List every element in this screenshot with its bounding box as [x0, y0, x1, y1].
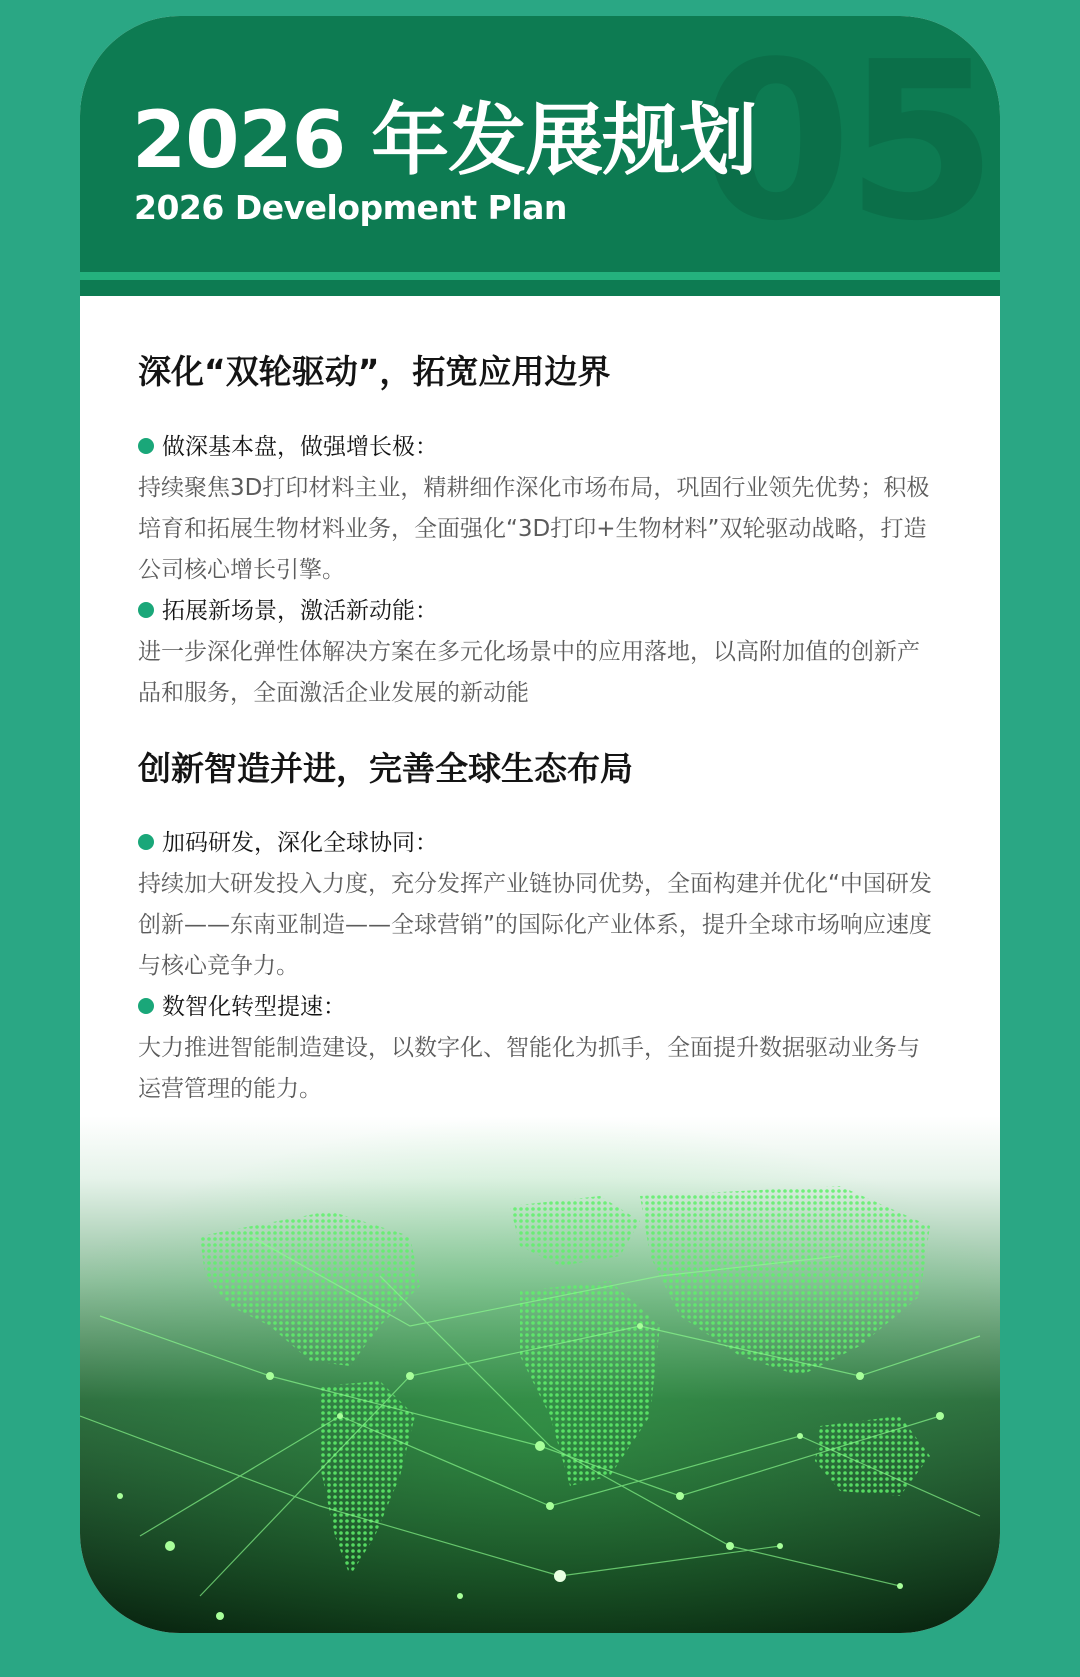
- world-map-icon: [80, 1116, 1000, 1633]
- item-heading: [138, 432, 438, 462]
- world-map-network-image: [80, 1116, 1000, 1633]
- paragraph-line: 进一步深化弹性体解决方案在多元化场景中的应用落地，以高附加值的创新产: [138, 639, 920, 665]
- header-banner: [80, 16, 1000, 272]
- paragraph-line: 创新——东南亚制造——全球营销”的国际化产业体系，提升全球市场响应速度: [138, 912, 932, 938]
- item-heading-text: 加码研发，深化全球协同：: [162, 830, 438, 856]
- bullet-dot-icon: [138, 998, 154, 1014]
- header-divider-light: [80, 272, 1000, 280]
- paragraph-line: 持续聚焦3D打印材料主业，精耕细作深化市场布局，巩固行业领先优势；积极: [138, 475, 930, 501]
- page-subtitle: 2026 Development Plan: [134, 188, 567, 227]
- item-heading-text: 数智化转型提速：: [162, 994, 346, 1020]
- item-paragraph: [138, 468, 928, 591]
- item-paragraph: [138, 864, 932, 987]
- paragraph-line: 培育和拓展生物材料业务，全面强化“3D打印+生物材料”双轮驱动战略，打造: [138, 516, 927, 542]
- bullet-dot-icon: [138, 834, 154, 850]
- item-heading: [138, 992, 346, 1022]
- bullet-dot-icon: [138, 438, 154, 454]
- section-title-2: 创新智造并进，完善全球生态布局: [138, 749, 633, 788]
- paragraph-line: 公司核心增长引擎。: [138, 557, 345, 583]
- page-title: 2026 年发展规划: [132, 96, 757, 186]
- item-paragraph: [138, 1028, 928, 1110]
- item-heading-text: 做深基本盘，做强增长极：: [162, 434, 438, 460]
- header-divider-dark: [80, 280, 1000, 296]
- section-title-1: 深化“双轮驱动”，拓宽应用边界: [138, 352, 611, 391]
- paragraph-line: 运营管理的能力。: [138, 1076, 322, 1102]
- paragraph-line: 大力推进智能制造建设，以数字化、智能化为抓手，全面提升数据驱动业务与: [138, 1035, 920, 1061]
- item-heading: [138, 596, 438, 626]
- bullet-dot-icon: [138, 602, 154, 618]
- paragraph-line: 持续加大研发投入力度，充分发挥产业链协同优势，全面构建并优化“中国研发: [138, 871, 932, 897]
- paragraph-line: 品和服务，全面激活企业发展的新动能: [138, 680, 529, 706]
- paragraph-line: 与核心竞争力。: [138, 953, 299, 979]
- plan-card: [80, 16, 1000, 1633]
- item-heading: [138, 828, 438, 858]
- item-heading-text: 拓展新场景，激活新动能：: [162, 598, 438, 624]
- item-paragraph: [138, 632, 928, 714]
- section-number: 05: [700, 16, 992, 269]
